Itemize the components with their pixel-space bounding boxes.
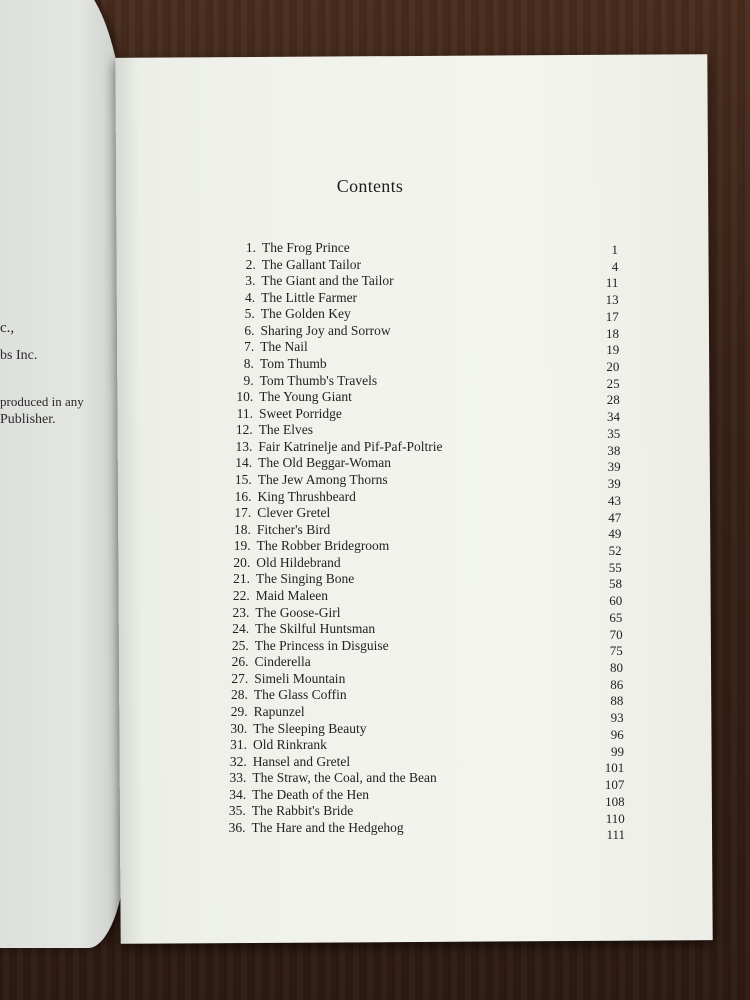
toc-entry-title: The Elves (258, 422, 314, 438)
toc-entry-page: 99 (611, 743, 624, 759)
toc-entry-page: 110 (605, 810, 625, 826)
toc-entry-page: 80 (610, 660, 623, 676)
toc-entry-title: King Thrushbeard (257, 488, 356, 504)
toc-entry-title: Fitcher's Bird (256, 521, 331, 537)
toc-entry (227, 389, 352, 405)
toc-entry (222, 687, 347, 703)
toc-entry (224, 588, 328, 604)
toc-entry-title: The Gallant Tailor (261, 256, 361, 272)
toc-entry (229, 273, 393, 289)
toc-entry-number: 9. (243, 372, 254, 388)
toc-entry-title: The Glass Coffin (253, 687, 347, 703)
toc-entry-number: 8. (243, 356, 254, 371)
toc-entry-page: 20 (606, 359, 620, 375)
toc-entry-number: 30. (230, 720, 248, 736)
toc-entry (222, 704, 305, 720)
toc-entry-title: The Princess in Disguise (254, 637, 389, 653)
toc-entry (229, 290, 357, 306)
toc-entry (226, 489, 356, 505)
toc-entry-page: 96 (610, 726, 624, 742)
toc-entry-page: 111 (606, 827, 625, 843)
toc-entry (223, 621, 375, 637)
toc-entry (227, 406, 342, 422)
toc-entry-title: Sharing Joy and Sorrow (260, 322, 391, 338)
toc-entry (222, 671, 345, 687)
toc-entry-page: 39 (607, 459, 621, 475)
toc-entry-title: Simeli Mountain (254, 670, 346, 686)
toc-entry-page: 86 (610, 676, 624, 692)
toc-entry-number: 29. (230, 704, 248, 719)
toc-entry-number: 31. (230, 737, 247, 753)
toc-entry (225, 505, 330, 521)
toc-entry (221, 721, 366, 737)
toc-entry (220, 787, 369, 803)
left-page-line: bs Inc. (0, 348, 38, 363)
toc-entry-page: 108 (605, 793, 625, 809)
toc-entry-number: 2. (245, 256, 256, 272)
toc-entry (224, 571, 354, 587)
toc-entry-number: 15. (234, 472, 252, 487)
toc-entry-number: 13. (235, 438, 253, 454)
toc-entry-number: 21. (233, 571, 250, 587)
toc-entry-title: The Sleeping Beauty (253, 720, 367, 736)
toc-entry-number: 24. (232, 621, 250, 637)
toc-entry-number: 3. (245, 273, 256, 289)
toc-entry-title: Old Hildebrand (256, 554, 341, 570)
toc-entry-number: 14. (235, 455, 253, 471)
toc-entry-title: Sweet Porridge (259, 405, 342, 421)
toc-entry-page: 19 (606, 342, 620, 358)
toc-entry-title: The Nail (260, 339, 308, 355)
toc-entry-page: 101 (604, 760, 625, 776)
toc-entry-title: The Old Beggar-Woman (258, 455, 391, 471)
toc-entry-number: 4. (244, 289, 256, 305)
toc-entry-title: The Little Farmer (261, 289, 358, 305)
toc-entry-title: The Frog Prince (262, 240, 350, 255)
toc-entry-page: 88 (610, 693, 624, 709)
toc-entry-title: Clever Gretel (257, 505, 331, 521)
left-page-line: produced in any (0, 394, 84, 409)
toc-entry (221, 754, 350, 770)
toc-entry (225, 522, 330, 538)
toc-entry-title: The Young Giant (259, 389, 352, 405)
toc-entry-number: 20. (233, 554, 251, 570)
toc-entry (230, 240, 350, 256)
toc-entry-number: 7. (244, 339, 255, 355)
page-title: Contents (336, 176, 404, 196)
toc-entry-page: 47 (608, 509, 622, 525)
toc-entry-title: Tom Thumb's Travels (259, 372, 378, 388)
toc-entry (228, 373, 378, 389)
toc-entry-page: 13 (605, 292, 619, 308)
toc-entry-page: 1 (611, 242, 618, 257)
toc-entry-number: 11. (236, 405, 253, 421)
toc-entry (223, 654, 311, 670)
toc-entry-title: Fair Katrinelje and Pif-Paf-Poltrie (258, 438, 443, 454)
toc-entry-page: 70 (609, 626, 623, 642)
toc-entry-number: 6. (244, 322, 255, 338)
toc-entry-number: 22. (232, 588, 250, 603)
toc-entry-number: 27. (231, 670, 249, 686)
toc-entry-page: 38 (607, 442, 621, 458)
toc-entry-page: 65 (609, 609, 623, 625)
toc-entry (226, 439, 442, 455)
toc-entry-title: The Giant and the Tailor (261, 273, 394, 289)
toc-entry-page: 58 (609, 576, 622, 592)
left-page-line: c., (0, 320, 15, 336)
toc-entry-number: 25. (231, 637, 249, 653)
toc-entry-title: The Rabbit's Bride (251, 803, 354, 819)
toc-entry-title: The Straw, the Coal, and the Bean (252, 770, 437, 786)
toc-entry (225, 538, 390, 554)
toc-entry (227, 422, 313, 438)
toc-entry-number: 35. (228, 803, 246, 819)
toc-entry-number: 1. (245, 240, 256, 255)
toc-entry-number: 17. (234, 505, 252, 521)
toc-entry-title: Maid Maleen (255, 588, 329, 603)
toc-entry (220, 803, 353, 819)
toc-entry (221, 737, 327, 753)
toc-entry (229, 323, 391, 339)
toc-entry-title: Tom Thumb (259, 356, 327, 371)
toc-entry-page: 93 (610, 710, 624, 726)
toc-entry-number: 32. (229, 753, 247, 769)
toc-entry-page: 39 (607, 476, 621, 492)
toc-entry-number: 36. (228, 820, 246, 835)
toc-entry (226, 472, 388, 488)
toc-entry-page: 52 (608, 542, 622, 558)
toc-entry-number: 18. (234, 521, 251, 537)
toc-entry-number: 28. (231, 687, 248, 703)
toc-entry-number: 16. (234, 488, 252, 504)
toc-entry (223, 605, 340, 621)
toc-entry-page: 34 (607, 409, 620, 425)
toc-entry (226, 455, 391, 471)
toc-entry-title: Old Rinkrank (253, 737, 327, 753)
toc-entry-title: The Singing Bone (256, 571, 355, 587)
left-page-line: Publisher. (0, 412, 56, 427)
toc-entry-title: The Robber Bridegroom (256, 538, 390, 554)
toc-entry (228, 356, 327, 372)
toc-entry-number: 5. (244, 306, 255, 322)
toc-entry-page: 43 (608, 492, 621, 508)
toc-entry-page: 4 (611, 258, 619, 274)
toc-entry (224, 555, 340, 571)
toc-entry (223, 638, 389, 654)
toc-entry-number: 10. (236, 389, 254, 405)
toc-entry-page: 18 (606, 325, 619, 341)
toc-entry-number: 26. (231, 654, 249, 670)
toc-entry (229, 306, 351, 322)
toc-entry-title: The Golden Key (260, 306, 351, 322)
toc-entry-title: The Skilful Huntsman (255, 621, 376, 637)
toc-entry-title: The Hare and the Hedgehog (251, 820, 404, 835)
toc-entry-page: 28 (606, 392, 620, 408)
toc-entry-page: 35 (607, 425, 621, 441)
toc-entry-title: Hansel and Gretel (252, 753, 351, 769)
toc-entry-page: 49 (608, 526, 622, 542)
toc-entry-number: 12. (235, 422, 253, 438)
toc-entry-page: 17 (605, 308, 619, 324)
toc-entry-page: 107 (604, 777, 625, 793)
toc-entry-number: 19. (233, 538, 251, 554)
toc-entry-title: Cinderella (254, 654, 311, 670)
toc-entry-page: 60 (609, 593, 623, 609)
toc-entry-title: Rapunzel (253, 704, 305, 719)
toc-entry (220, 820, 404, 836)
toc-entry-title: The Jew Among Thorns (257, 472, 388, 487)
toc-entry-page: 25 (606, 375, 620, 391)
toc-entry-page: 11 (605, 275, 619, 291)
toc-entry-title: The Goose-Girl (255, 604, 341, 620)
toc-entry-number: 33. (229, 770, 247, 786)
toc-entry-page: 75 (609, 643, 623, 659)
toc-entry (220, 770, 436, 786)
toc-entry-number: 23. (232, 604, 250, 620)
toc-entry-title: The Death of the Hen (252, 786, 370, 802)
toc-entry (230, 257, 361, 273)
toc-entry-number: 34. (229, 786, 247, 802)
toc-entry-page: 55 (608, 559, 622, 575)
toc-entry (228, 339, 308, 355)
